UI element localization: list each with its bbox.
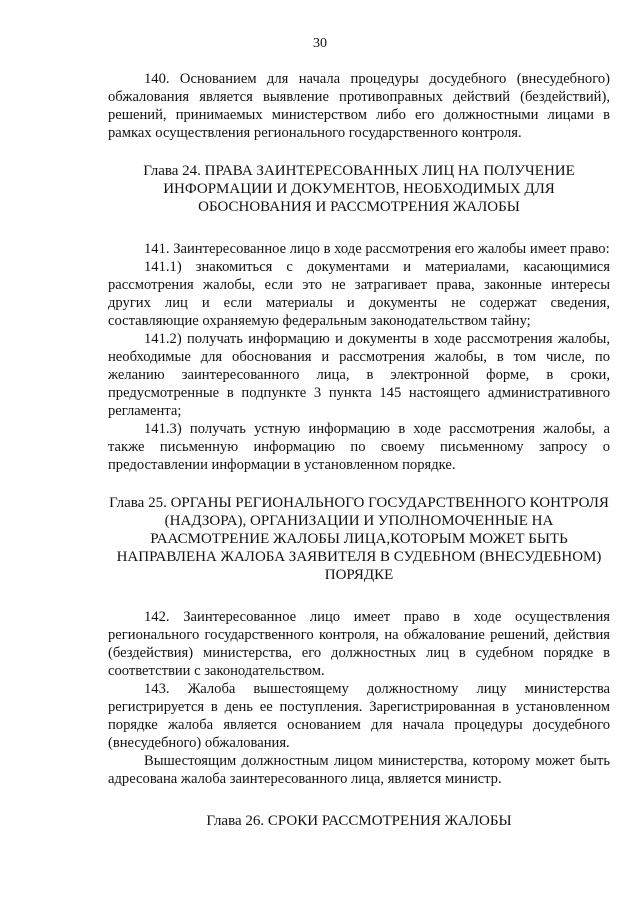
paragraph-142: 142. Заинтересованное лицо имеет право в ходе осуществления регионального государственного контроля, на обжалование решений, действия (бездействия) министерства, его должностных лиц в судебном порядке в соответствии с законодательством. bbox=[108, 609, 610, 679]
paragraph-141-1: 141.1) знакомиться с документами и материалами, касающимися рассмотрения жалобы, если это не затрагивает права, законные интересы других лиц и если материалы и документы не содержат сведения, составляющие охраняемую федеральным законодательством тайну; bbox=[108, 259, 610, 329]
chapter-24-heading: Глава 24. ПРАВА ЗАИНТЕРЕСОВАННЫХ ЛИЦ НА ПОЛУЧЕНИЕ ИНФОРМАЦИИ И ДОКУМЕНТОВ, НЕОБХОДИМЫХ ДЛЯ ОБОСНОВАНИЯ И РАССМОТРЕНИЯ ЖАЛОБЫ bbox=[143, 163, 575, 215]
paragraph-143-continued: Вышестоящим должностным лицом министерства, которому может быть адресована жалоба заинтересованного лица, является министр. bbox=[108, 753, 610, 787]
page-number: 30 bbox=[313, 36, 327, 51]
document-body bbox=[108, 70, 610, 854]
paragraph-141: 141. Заинтересованное лицо в ходе рассмотрения его жалобы имеет право: bbox=[144, 241, 610, 257]
paragraph-141-2: 141.2) получать информацию и документы в ходе рассмотрения жалобы, необходимые для обоснования и рассмотрения жалобы, в том числе, по желанию заинтересованного лица, в электронной форме, в сроки, предусмотренные в подпункте 3 пункта 145 настоящего административного регламента; bbox=[108, 331, 610, 419]
paragraph-140: 140. Основанием для начала процедуры досудебного (внесудебного) обжалования является выявление противоправных действий (бездействий), решений, принимаемых министерством либо его должностными лицами в рамках осуществления регионального государственного контроля. bbox=[108, 71, 610, 141]
paragraph-141-3: 141.3) получать устную информацию в ходе рассмотрения жалобы, а также письменную информацию по своему письменному запросу о предоставлении информации в установленном порядке. bbox=[108, 421, 610, 473]
chapter-26-heading: Глава 26. СРОКИ РАССМОТРЕНИЯ ЖАЛОБЫ bbox=[206, 813, 512, 829]
chapter-25-heading: Глава 25. ОРГАНЫ РЕГИОНАЛЬНОГО ГОСУДАРСТВЕННОГО КОНТРОЛЯ (НАДЗОРА), ОРГАНИЗАЦИИ И УПОЛНОМОЧЕННЫЕ НА РААСМОТРЕНИЕ ЖАЛОБЫ ЛИЦА,КОТОРЫМ МОЖЕТ БЫТЬ НАПРАВЛЕНА ЖАЛОБА ЗАЯВИТЕЛЯ В СУДЕБНОМ (ВНЕСУДЕБНОМ) ПОРЯДКЕ bbox=[109, 495, 609, 583]
paragraph-143: 143. Жалоба вышестоящему должностному лицу министерства регистрируется в день ее поступления. Зарегистрированная в установленном порядке жалоба является основанием для начала процедуры досудебного (внесудебного) обжалования. bbox=[108, 681, 610, 751]
